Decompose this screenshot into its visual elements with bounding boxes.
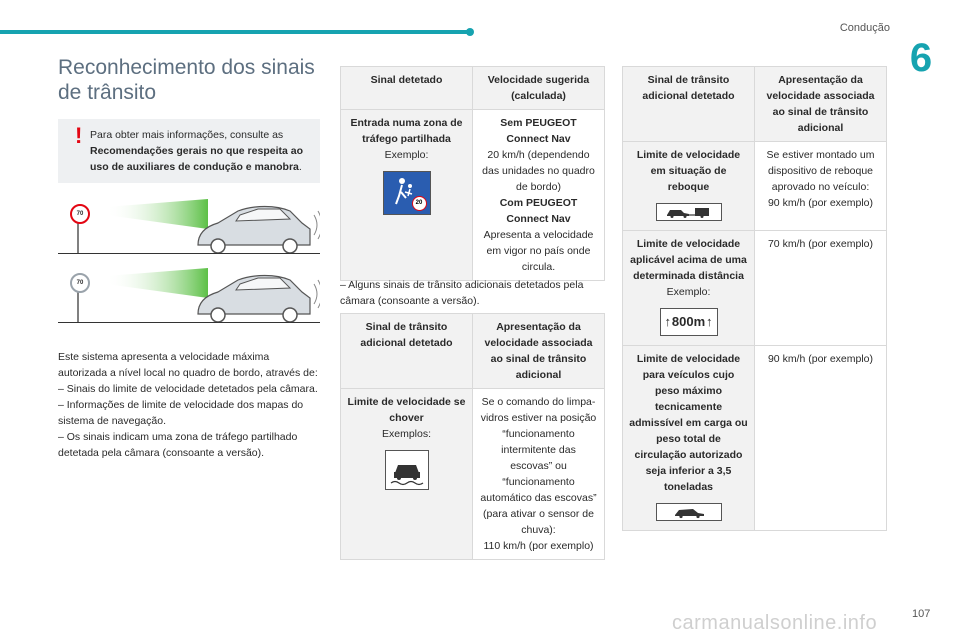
info-note: [58, 119, 320, 183]
body-item: – Os sinais indicam uma zona de tráfego partilhado detetada pela câmara (consoante a versão).: [58, 431, 298, 459]
left-column: [58, 55, 320, 461]
distance-sign-icon: [660, 308, 718, 336]
body-item: – Sinais do limite de velocidade detetados pela câmara.: [58, 383, 318, 395]
rain-limit-table: [340, 313, 605, 560]
header-accent-bar: [0, 30, 471, 34]
body-intro: Este sistema apresenta a velocidade máxima autorizada a nível local no quadro de bordo, através de:: [58, 351, 318, 379]
distance-sign-text: 800m: [671, 314, 706, 329]
table-row: [341, 389, 605, 560]
row-label: Limite de velocidade para veículos cujo peso máximo tecnicamente admissível em carga ou peso total de circulação autorizado seja inferior a 3,5 toneladas: [629, 353, 748, 493]
table-cell: [341, 389, 473, 560]
illustration-speed-sign-passed: [58, 262, 320, 323]
page-title: Reconhecimento dos sinais de trânsito: [58, 56, 315, 104]
page-number: 107: [912, 608, 931, 620]
row-label: Limite de velocidade se chover: [347, 396, 466, 424]
table-cell: [473, 110, 605, 281]
car-icon: [198, 276, 320, 323]
arrow-up-icon: ↑: [706, 314, 713, 329]
nav-variant-text: Apresenta a velocidade em vigor no país onde circula.: [483, 229, 594, 273]
table-row: [623, 142, 887, 231]
shared-zone-sign-icon: [383, 171, 431, 215]
chapter-number: 6: [909, 36, 933, 80]
row-example: Exemplos:: [381, 428, 432, 440]
speed-limit-sign: 70: [70, 273, 90, 293]
warning-exclamation-icon: !: [75, 123, 83, 148]
watermark: carmanualsonline.info: [672, 612, 878, 634]
body-item: – Informações de limite de velocidade dos mapas do sistema de navegação.: [58, 399, 304, 427]
nav-variant-text: 20 km/h (dependendo das unidades no quadro de bordo): [482, 149, 595, 193]
table-cell: Se estiver montado um dispositivo de reboque aprovado no veículo: 90 km/h (por exemplo): [755, 142, 887, 231]
car-sign-icon: [656, 503, 722, 521]
towing-sign-icon: [656, 203, 722, 221]
shared-traffic-table: [340, 66, 605, 281]
arrow-up-icon: ↑: [664, 314, 671, 329]
speed-limit-sign: 70: [70, 204, 90, 224]
additional-signs-note: – Alguns sinais de trânsito adicionais detetados pela câmara (consoante a versão).: [340, 279, 584, 307]
illustration-speed-sign-approach: [58, 193, 320, 254]
row-label: Limite de velocidade aplicável acima de uma determinada distância: [630, 238, 747, 282]
row-label: Entrada numa zona de tráfego partilhada: [350, 117, 463, 145]
table-header: Apresentação da velocidade associada ao sinal de trânsito adicional: [755, 67, 887, 142]
table-header: Sinal detetado: [341, 67, 473, 110]
section-title: Condução: [839, 22, 890, 34]
table-header: Velocidade sugerida (calculada): [473, 67, 605, 110]
table-row: [341, 110, 605, 281]
table-cell: [623, 231, 755, 346]
table-cell: [623, 142, 755, 231]
table-cell: 70 km/h (por exemplo): [755, 231, 887, 346]
nav-variant-title: Com PEUGEOT Connect Nav: [499, 197, 578, 225]
sign-speed-number: 20: [412, 196, 427, 211]
table-cell: [341, 110, 473, 281]
note-text-start: Para obter mais informações, consulte as: [90, 129, 284, 141]
table-row: [623, 231, 887, 346]
note-text-end: .: [298, 161, 302, 173]
additional-limits-table: [622, 66, 887, 531]
row-label: Limite de velocidade em situação de reboque: [636, 149, 741, 193]
car-icon: [198, 207, 320, 254]
row-example: Exemplo:: [384, 149, 429, 161]
table-cell: 90 km/h (por exemplo): [755, 346, 887, 531]
note-bold-link: Recomendações gerais no que respeita ao uso de auxiliares de condução e manobra: [90, 145, 303, 173]
car-sign-illustration: [58, 262, 320, 322]
table-header: Apresentação da velocidade associada ao sinal de trânsito adicional: [473, 314, 605, 389]
body-text: [58, 349, 320, 461]
nav-variant-title: Sem PEUGEOT Connect Nav: [500, 117, 577, 145]
table-cell: [623, 346, 755, 531]
note-text: [68, 123, 310, 175]
table-cell: Se o comando do limpa-vidros estiver na posição “funcionamento intermitente das escovas” ou “funcionamento automático das escovas” (para ativar o sensor de chuva): 110 km/h (por exemplo): [473, 389, 605, 560]
rain-sign-icon: [385, 450, 429, 490]
header-accent-dot: [466, 28, 474, 36]
car-sign-illustration: [58, 193, 320, 253]
table-row: [623, 346, 887, 531]
table-header: Sinal de trânsito adicional detetado: [341, 314, 473, 389]
table-header: Sinal de trânsito adicional detetado: [623, 67, 755, 142]
row-example: Exemplo:: [666, 286, 711, 298]
